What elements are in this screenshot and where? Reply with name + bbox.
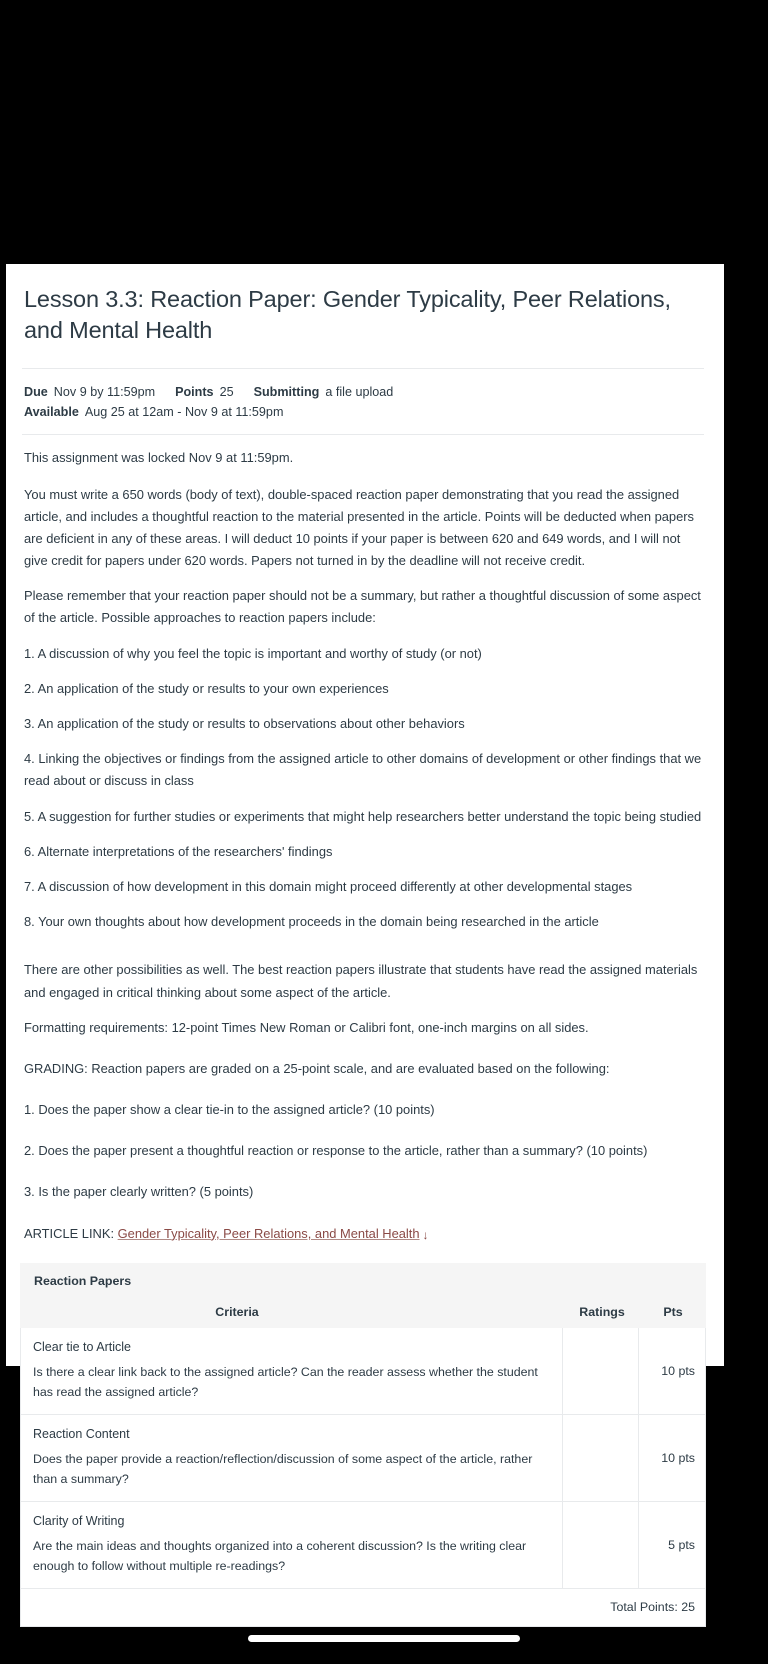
points-cell: 10 pts: [661, 1451, 695, 1466]
available-label: Available: [24, 404, 79, 419]
column-header-pts: Pts: [663, 1304, 683, 1319]
approach-item-4: 4. Linking the objectives or findings from the assigned article to other domains of development or other findings that we read about or discuss in class: [24, 751, 702, 789]
meta-line-due: [24, 382, 702, 402]
approach-item-5: 5. A suggestion for further studies or experiments that might help researchers better understand the topic being studied: [24, 808, 702, 824]
submitting-label: Submitting: [253, 384, 320, 399]
criterion-description: Is there a clear link back to the assigned article? Can the reader assess whether the student has read the assigned article?: [33, 1364, 538, 1399]
criterion-title: Clear tie to Article: [33, 1339, 131, 1354]
ratings-cell: [563, 1328, 639, 1414]
table-row: [21, 1501, 705, 1588]
article-link[interactable]: Gender Typicality, Peer Relations, and Mental Health: [117, 1225, 420, 1241]
rubric-section: [20, 1263, 706, 1628]
spacer: [24, 946, 702, 959]
approach-item-6: 6. Alternate interpretations of the researchers' findings: [24, 843, 333, 859]
card-inner: [6, 264, 724, 1627]
criterion-description: Does the paper provide a reaction/reflection/discussion of some aspect of the article, rather than a summary?: [33, 1452, 533, 1487]
ratings-cell: [563, 1415, 639, 1501]
grading-intro: GRADING: Reaction papers are graded on a 25-point scale, and are evaluated based on the following:: [24, 1060, 610, 1076]
formatting-requirements: Formatting requirements: 12-point Times New Roman or Calibri font, one-inch margins on all sides.: [24, 1019, 589, 1035]
meta-line-available: [24, 402, 702, 422]
grading-item-3: 3. Is the paper clearly written? (5 points): [24, 1184, 254, 1200]
assignment-meta: [20, 369, 706, 423]
description-paragraph-3: There are other possibilities as well. The best reaction papers illustrate that students have read the assigned materials and engaged in critical thinking about some aspect of the article.: [24, 962, 698, 1000]
criteria-cell: [21, 1415, 563, 1501]
criterion-title: Reaction Content: [33, 1427, 130, 1442]
due-value: Nov 9 by 11:59pm: [53, 384, 156, 399]
criteria-cell: [21, 1328, 563, 1414]
ratings-cell: [563, 1502, 639, 1588]
points-label: Points: [175, 384, 214, 399]
rubric-total-points: Total Points: 25: [21, 1588, 705, 1626]
approach-item-3: 3. An application of the study or results to observations about other behaviors: [24, 716, 465, 732]
assignment-description: [20, 435, 706, 1245]
points-value: 25: [219, 384, 234, 399]
table-row: [21, 1414, 705, 1501]
download-arrow-icon[interactable]: ↓: [422, 1227, 429, 1242]
home-indicator[interactable]: [248, 1635, 520, 1642]
rubric-title: Reaction Papers: [20, 1263, 706, 1298]
submitting-value: a file upload: [325, 384, 394, 399]
description-paragraph-2: Please remember that your reaction paper should not be a summary, but rather a thoughtful discussion of some aspect of the article. Possible approaches to reaction papers include:: [24, 588, 701, 626]
column-header-criteria: Criteria: [215, 1304, 259, 1319]
assignment-content-card: [6, 264, 724, 1615]
grading-item-2: 2. Does the paper present a thoughtful reaction or response to the article, rather than a summary? (10 points): [24, 1143, 648, 1159]
rubric-table: [20, 1328, 706, 1628]
page-title: Lesson 3.3: Reaction Paper: Gender Typicality, Peer Relations, and Mental Health: [24, 286, 671, 343]
due-label: Due: [24, 384, 48, 399]
column-header-ratings: Ratings: [579, 1304, 625, 1319]
criterion-title: Clarity of Writing: [33, 1514, 125, 1529]
table-row: [21, 1328, 705, 1414]
approach-item-1: 1. A discussion of why you feel the topic is important and worthy of study (or not): [24, 645, 482, 661]
approach-item-7: 7. A discussion of how development in this domain might proceed differently at other developmental stages: [24, 878, 633, 894]
article-link-prefix: ARTICLE LINK:: [24, 1225, 115, 1241]
description-paragraph-1: You must write a 650 words (body of text), double-spaced reaction paper demonstrating that you read the assigned article, and includes a thoughtful reaction to the material presented in the article. Points will be deducted when papers are deficient in any of these areas. I will deduct 10 points if your paper is between 620 and 649 words, and I will not give credit for papers under 620 words. Papers not turned in by the deadline will not receive credit.: [24, 486, 694, 569]
grading-item-1: 1. Does the paper show a clear tie-in to the assigned article? (10 points): [24, 1102, 435, 1118]
approach-item-8: 8. Your own thoughts about how development proceeds in the domain being researched in the article: [24, 914, 599, 930]
locked-notice: This assignment was locked Nov 9 at 11:59pm.: [24, 450, 294, 466]
approach-item-2: 2. An application of the study or results to your own experiences: [24, 680, 389, 696]
points-cell: 10 pts: [661, 1363, 695, 1378]
points-cell: 5 pts: [668, 1538, 695, 1553]
article-link-row: [24, 1223, 702, 1245]
criteria-cell: [21, 1502, 563, 1588]
rubric-column-headers: [20, 1298, 706, 1328]
criterion-description: Are the main ideas and thoughts organized into a coherent discussion? Is the writing clear enough to follow without multiple re-readings?: [33, 1539, 527, 1574]
available-value: Aug 25 at 12am - Nov 9 at 11:59pm: [84, 404, 284, 419]
